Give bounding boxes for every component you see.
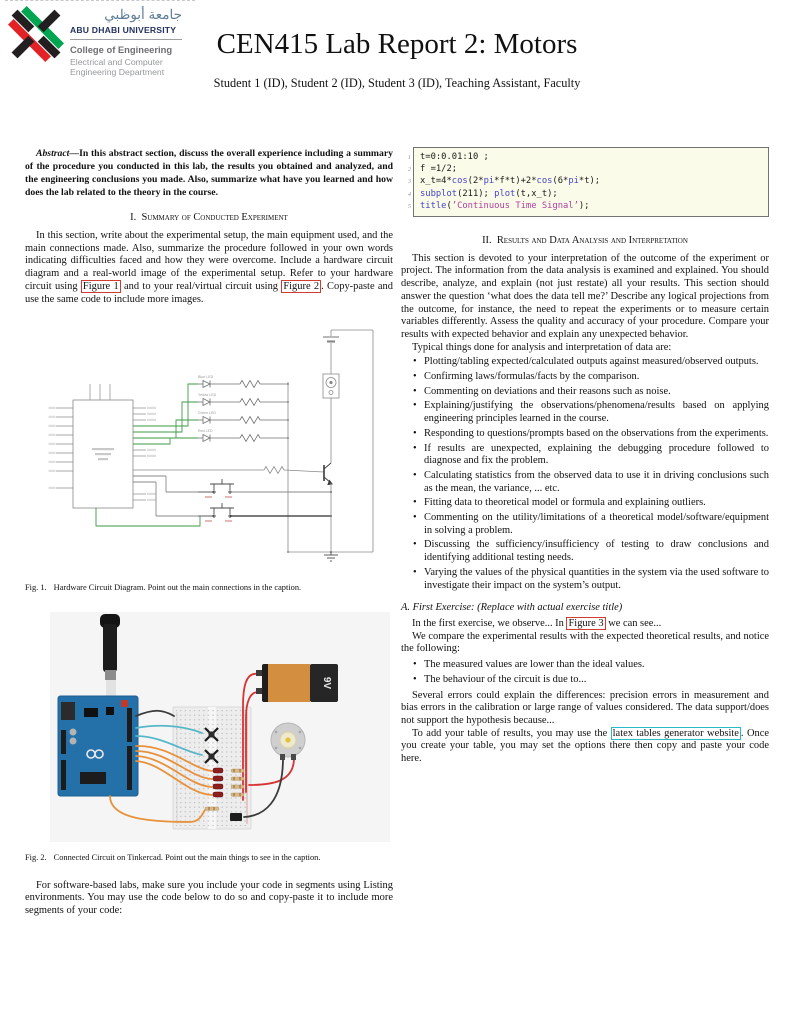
led-label-red: Red LED (198, 429, 213, 434)
subsection-a-text-c: To add your table of results, you may use the (412, 727, 611, 739)
led-label-yellow: Yellow LED (198, 393, 217, 398)
section-2-paragraph-2: Typical things done for analysis and interpretation of data are: (412, 341, 672, 353)
code-listing (407, 147, 769, 217)
figure-1-link[interactable]: Figure 1 (82, 280, 119, 292)
list-item: • If results are unexpected, explaining the debugging procedure followed to diagnose and fix the problem. (424, 443, 769, 468)
led-label-green: Green LED (198, 411, 216, 416)
list-item: • Commenting on the utility/limitations of a theoretical model/software/equipment in solving a problem. (424, 512, 769, 537)
section-1-heading (25, 212, 393, 225)
tinkercad-circuit-image (50, 612, 390, 842)
code-line-number: 5 (407, 202, 411, 210)
subsection-a-paragraph-3: Several errors could explain the differences: precision errors in measurement and bias errors in the calibration or large range of values considered. The data support/does not support the hypothesis because... (401, 689, 769, 726)
left-column (25, 147, 393, 918)
section-1-text-b: and to your real/virtual circuit using (120, 280, 282, 292)
section-2-title: Results and Data Analysis and Interpretation (496, 235, 688, 247)
section-1-text-c: . Copy-paste and use the same code to include more images. (25, 280, 393, 305)
battery-9v-label: 9V (321, 677, 332, 690)
section-1-paragraph (25, 230, 393, 306)
figure-2-link[interactable]: Figure 2 (283, 280, 320, 292)
subsection-a-paragraph-1 (401, 618, 769, 631)
figure-2-caption (25, 853, 393, 863)
page-top-dashed-edge (5, 0, 195, 1)
section-2-number: II. (482, 235, 492, 247)
right-column (401, 145, 769, 766)
code-line-number: 4 (407, 190, 411, 198)
figure-2-caption-text: Connected Circuit on Tinkercad. Point out the main things to see in the caption. (53, 853, 321, 863)
figure-1-caption-text: Hardware Circuit Diagram. Point out the main connections in the caption. (53, 583, 302, 592)
section-1-number: I. (130, 212, 137, 224)
abstract-text: —In this abstract section, discuss the overall experience including a summary of the procedure you conducted in this lab, the results you obtained and analyzed, and the engineering conclusions you made. Also, summarize what have you learned and how does the lab related to the theory in the course. (25, 148, 393, 199)
closing-paragraph: For software-based labs, make sure you include your code in segments using Listing environments. You may use the code below to do so and copy-paste it to include more segments of your code: (25, 879, 393, 916)
code-listing-lines (407, 147, 769, 217)
figure-1-circuit-diagram (48, 320, 393, 577)
section-1-text-a: In this section, write about the experimental setup, the main equipment used, and the main connections made. Also, summarize the procedure followed in your own words indicating difficulties faced and how they were overcome. Include a hardware circuit diagram and a real-world image of the experimental setup. Refer to your hardware circuit using (25, 230, 393, 292)
list-item: • Discussing the sufficiency/insufficiency of testing to draw conclusions and identifying additional testing needs. (424, 539, 769, 564)
figure-1-caption-label: Fig. 1. (25, 583, 47, 592)
abstract-label: Abstract (36, 148, 70, 159)
subsection-a-text-b: we can see... (605, 618, 662, 629)
code-line: 1 t=0:0.01:10 ; (420, 151, 762, 163)
authors-line: Student 1 (ID), Student 2 (ID), Student 3 (ID), Teaching Assistant, Faculty (213, 76, 581, 90)
list-item: • Explaining/justifying the observations/phenomena/results based on applying engineering principles learned in the course. (424, 400, 769, 425)
list-item: • Varying the values of the physical quantities in the system via the used software to investigate their impact on the system’s output. (424, 567, 769, 592)
analysis-list (401, 356, 769, 592)
list-item: • Responding to questions/prompts based on the observations from the experiments. (424, 428, 769, 441)
code-line: 2 f =1/2; (420, 163, 762, 175)
section-2-heading (401, 235, 769, 248)
code-line-number: 1 (407, 154, 411, 161)
paper-title: CEN415 Lab Report 2: Motors (216, 28, 578, 60)
figure-1-caption (25, 583, 393, 593)
circuit-schematic-image (48, 320, 390, 572)
list-item: • Plotting/tabling expected/calculated outputs against measured/observed outputs. (424, 356, 769, 369)
code-line: 3 x_t=4*cos(2*pi*f*t)+2*cos(6*pi*t); (420, 175, 762, 187)
latex-tables-generator-link[interactable]: latex tables generator website (612, 727, 739, 739)
code-line-number: 3 (407, 178, 411, 186)
led-label-blue: Blue LED (198, 375, 214, 380)
paper-header (0, 28, 794, 91)
subsection-a-paragraph-2: We compare the experimental results with the expected theoretical results, and notice the following: (401, 630, 769, 655)
list-item: • Confirming laws/formulas/facts by the comparison. (424, 371, 769, 384)
logo-arabic-name: جامعة أبوظبي (104, 7, 182, 22)
section-1-title: Summary of Conducted Experiment (141, 212, 288, 224)
figure-2-tinkercad-image (50, 612, 393, 847)
subsection-a-text-d: . Once you create your table, you may set the options there then copy and paste your code here. (401, 727, 769, 765)
list-item: • Commenting on deviations and their reasons such as noise. (424, 386, 769, 399)
code-line: 4 subplot(211); plot(t,x_t); (420, 188, 762, 200)
logo-college-name: College of Engineering (70, 43, 173, 55)
code-line: 5 title(’Continuous Time Signal’); (420, 200, 762, 212)
list-item: • Calculating statistics from the observed data to use it in driving conclusions such as the mean, the variance, ... etc. (424, 470, 769, 495)
exercise-list (401, 659, 769, 686)
subsection-a-paragraph-4 (401, 728, 769, 766)
list-item: • The behaviour of the circuit is due to... (424, 674, 769, 687)
subsection-a-text-a: In the first exercise, we observe... In (412, 618, 567, 629)
list-item: • Fitting data to theoretical model or formula and explaining outliers. (424, 497, 769, 510)
code-line-number: 2 (407, 166, 411, 174)
section-2-paragraph-1: This section is devoted to your interpretation of the outcome of the experiment or project. The information from the data analysis is examined and explained. You should describe, analyze, and explain (not just restate) all your results. This section should answer the question ‘what does the data tell me?’ Describe any logical projections from the outcome, for instance, the need to repeat the experiments or to measure certain variables differently. Assess the quality and accuracy of your procedure. Compare your results with expected behavior and explain any unexpected behavior. (401, 252, 769, 340)
figure-2-caption-label: Fig. 2. (25, 853, 47, 863)
figure-3-link[interactable]: Figure 3 (568, 618, 604, 629)
logo-university-name: ABU DHABI UNIVERSITY (70, 24, 177, 35)
subsection-a-heading: A. First Exercise: (Replace with actual exercise title) (401, 602, 623, 614)
logo-department-name: Electrical and Computer Engineering Department (70, 56, 165, 78)
abstract (25, 147, 393, 199)
list-item: • The measured values are lower than the ideal values. (424, 659, 769, 672)
